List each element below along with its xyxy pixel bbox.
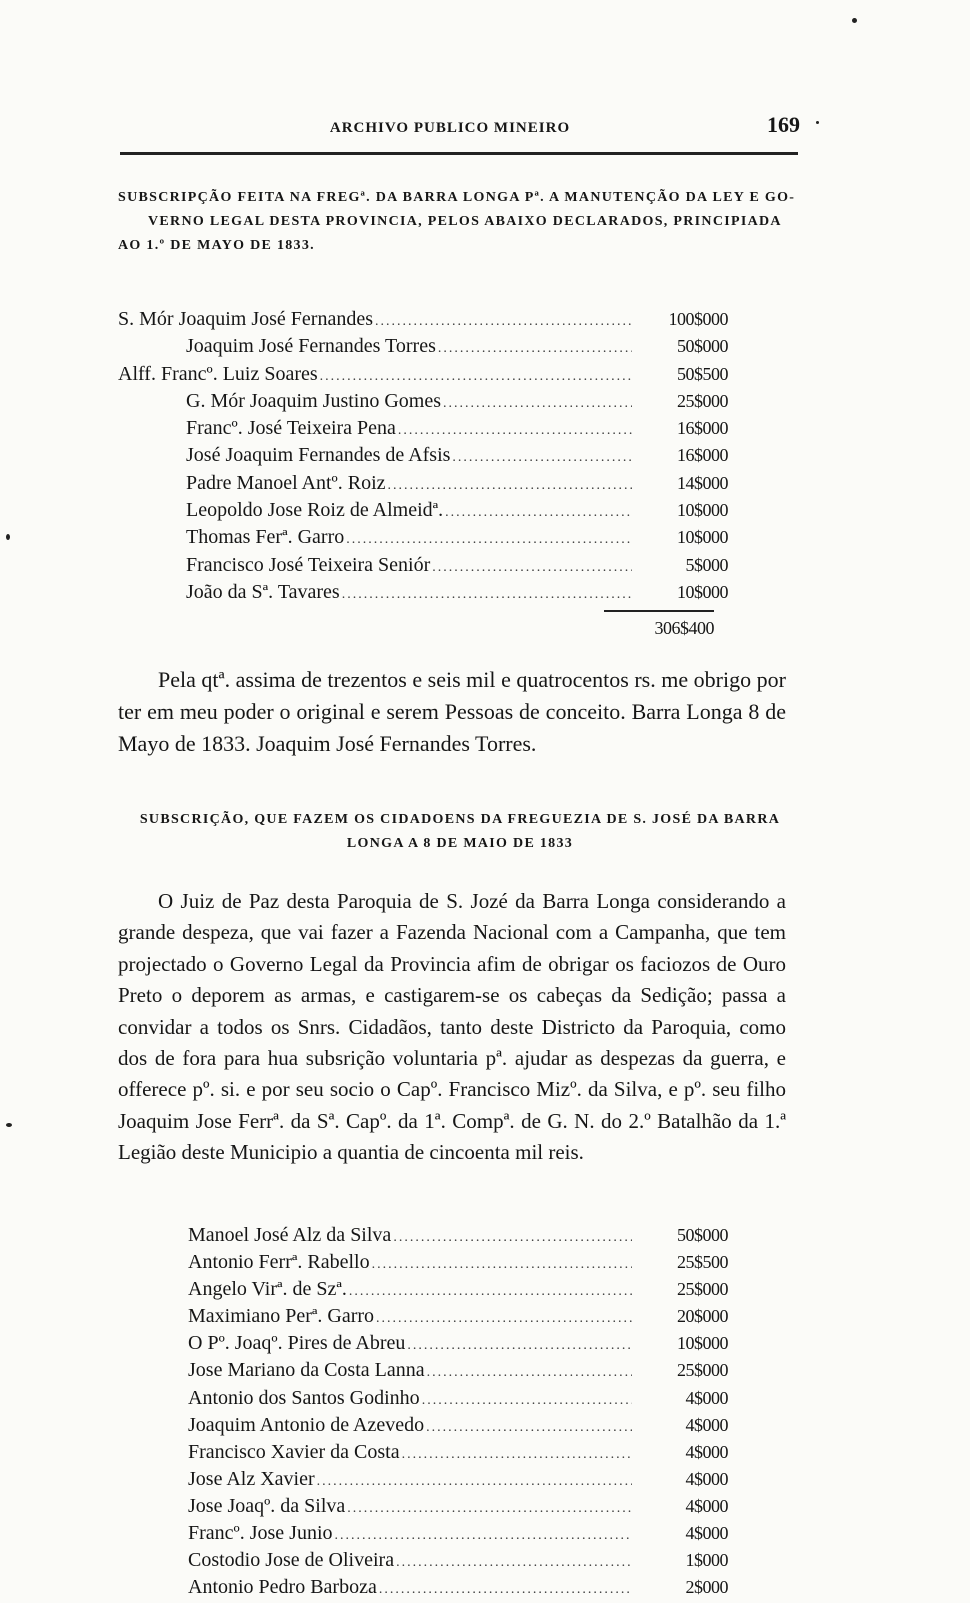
subscriber-name: Francisco Xavier da Costa [188, 1440, 400, 1463]
subscriber-name: Manoel José Alz da Silva [188, 1224, 392, 1246]
leader-dots [426, 1414, 632, 1441]
subscription-amount: 4$000 [685, 1468, 728, 1489]
subscription-amount: 4$000 [685, 1414, 728, 1435]
subscriber-name: Antonio dos Santos Godinho [188, 1386, 420, 1409]
leader-dots [376, 1305, 632, 1332]
subscriber-name: S. Mór Joaquim José Fernandes [118, 308, 373, 330]
subscriber-name: Alff. Francº. Luiz Soares [118, 362, 318, 385]
subscription-total: 306$400 [654, 618, 714, 638]
subscription-amount: 10$000 [677, 527, 728, 548]
subscription-amount: 4$000 [685, 1441, 728, 1462]
subscriber-name: Antonio Pedro Barboza [188, 1576, 377, 1599]
subscription-entry [118, 524, 728, 551]
scan-speck [6, 534, 10, 540]
subscription-amount: 16$000 [677, 445, 728, 466]
subscription-amount: 50$000 [677, 1225, 728, 1245]
subscription-entry [118, 1574, 728, 1601]
section-1-heading-line-3: AO 1.º DE MAYO DE 1833. [118, 238, 315, 253]
subscription-entry [118, 1520, 728, 1547]
subscription-entry [118, 1439, 728, 1466]
subscriber-name: Costodio Jose de Oliveira [188, 1549, 395, 1572]
subscription-entry [118, 1385, 728, 1412]
section-2-paragraph: O Juiz de Paz desta Paroquia de S. Jozé da Barra Longa considerando a grande despeza, que vai fazer a Fazenda Nacional com a Campanha, que tem projectado o Governo Legal da Provincia afim de obrigar os faciozos de Ouro Preto o deporem as armas, e castigarem-se os cabeças da Sedição; passa a convidar a todos os Snrs. Cidadãos, tanto deste Districto da Paroquia, como dos de fora para hua subsrição voluntaria pª. ajudar as despezas da guerra, e offerece pº. si. e por seu socio o Capº. Francisco Mizº. da Silva, e pº. seu filho Joaquim Jose Ferrª. da Sª. Capº. da 1ª. Compª. de G. N. do 2.º Batalhão da 1.ª Legião deste Municipio a quantia de cincoenta mil reis. [118, 889, 786, 1165]
section-2-heading-line-1: SUBSCRIÇÃO, QUE FAZEM OS CIDADOENS DA FREGUEZIA DE S. JOSÉ DA BARRA [139, 812, 781, 827]
leader-dots [432, 554, 632, 581]
subscription-entry [118, 361, 728, 388]
subscription-entry [118, 470, 728, 497]
subscriber-name: Joaquim José Fernandes Torres [186, 335, 436, 358]
subscription-amount: 10$000 [677, 581, 728, 602]
section-1-heading [118, 186, 802, 258]
leader-dots [379, 1576, 632, 1603]
subscription-amount: 5$000 [685, 554, 728, 575]
subscription-amount: 25$000 [677, 390, 728, 411]
header-rule [120, 152, 798, 155]
subscription-entry [118, 1330, 728, 1357]
subscription-amount: 1$000 [685, 1550, 728, 1571]
leader-dots [347, 1495, 632, 1522]
page-header [120, 112, 800, 142]
leader-dots [398, 417, 632, 444]
subscription-amount: 4$000 [685, 1387, 728, 1408]
subscriber-name: O Pº. Joaqº. Pires de Abreu [188, 1332, 406, 1355]
subscriber-name: Francº. Jose Junio [188, 1522, 333, 1545]
subscription-amount: 20$000 [677, 1306, 728, 1327]
scan-speck [852, 18, 857, 23]
subscriber-name: G. Mór Joaquim Justino Gomes [186, 389, 441, 412]
subscription-amount: 4$000 [685, 1495, 728, 1516]
leader-dots [388, 472, 632, 499]
section-1-subscription-list [118, 306, 728, 606]
subscriber-name: Jose Mariano da Costa Lanna [188, 1359, 425, 1382]
subscription-amount: 50$500 [677, 363, 728, 384]
subscription-amount: 2$000 [685, 1577, 728, 1598]
subscriber-name: Joaquim Antonio de Azevedo [188, 1413, 425, 1436]
subscription-amount: 25$000 [677, 1279, 728, 1300]
leader-dots [407, 1332, 632, 1359]
leader-dots [317, 1468, 632, 1495]
subscriber-name: Angelo Virª. de Szª. [188, 1278, 347, 1301]
page-number: 169 [767, 112, 800, 137]
subscription-entry [118, 1493, 728, 1520]
subscription-entry [118, 388, 728, 415]
subscriber-name: José Joaquim Fernandes de Afsis [186, 444, 451, 467]
leader-dots [427, 1359, 632, 1386]
subscriber-name: Maximiano Perª. Garro [188, 1305, 375, 1328]
leader-dots [422, 1387, 632, 1414]
subscription-amount: 4$000 [685, 1523, 728, 1544]
subscriber-name: Francisco José Teixeira Seniór [186, 553, 431, 576]
section-1-heading-line-2: VERNO LEGAL DESTA PROVINCIA, PELOS ABAIXO DECLARADOS, PRINCIPIADA [148, 214, 782, 229]
section-2-subscription-list [118, 1222, 728, 1601]
leader-dots [396, 1549, 632, 1576]
subscriber-name: Francº. José Teixeira Pena [186, 417, 396, 440]
subscription-entry [118, 1303, 728, 1330]
leader-dots [346, 526, 632, 553]
scan-speck [6, 1123, 12, 1127]
leader-dots [393, 1224, 632, 1251]
subscription-entry [118, 415, 728, 442]
subscription-amount: 14$000 [677, 472, 728, 493]
section-1-declaration: Pela qtª. assima de trezentos e seis mil e quatrocentos rs. me obrigo por ter em meu poder o original e serem Pessoas de conceito. Barra Longa 8 de Mayo de 1833. Joaquim José Fernandes Torres. [118, 667, 786, 756]
subscription-amount: 25$000 [677, 1360, 728, 1381]
subscriber-name: Antonio Ferrª. Rabello [188, 1251, 370, 1274]
subscription-entry [118, 1547, 728, 1574]
running-title: ARCHIVO PUBLICO MINEIRO [329, 120, 571, 136]
leader-dots [320, 363, 632, 390]
leader-dots [375, 308, 632, 335]
subscriber-name: Leopoldo Jose Roiz de Almeidª. [186, 499, 444, 522]
subscription-amount: 25$500 [677, 1252, 728, 1273]
leader-dots [372, 1251, 632, 1278]
leader-dots [335, 1522, 632, 1549]
subscriber-name: Jose Alz Xavier [188, 1467, 315, 1490]
leader-dots [443, 390, 632, 417]
subscription-entry [118, 552, 728, 579]
subscription-amount: 16$000 [677, 418, 728, 439]
subscription-entry [118, 1222, 728, 1249]
subscription-entry [118, 442, 728, 469]
leader-dots [445, 499, 632, 526]
subscription-entry [118, 1249, 728, 1276]
leader-dots [438, 335, 632, 362]
subscription-amount: 10$000 [677, 500, 728, 521]
subscription-entry [118, 1412, 728, 1439]
leader-dots [402, 1441, 632, 1468]
scan-speck [816, 121, 819, 124]
subscription-entry [118, 1466, 728, 1493]
leader-dots [342, 581, 632, 608]
subscription-entry [118, 306, 728, 333]
subscription-amount: 50$000 [677, 336, 728, 357]
section-1-heading-line-1: SUBSCRIPÇÃO FEITA NA FREGª. DA BARRA LONGA Pª. A MANUTENÇÃO DA LEY E GO- [118, 190, 796, 205]
subscriber-name: Padre Manoel Antº. Roiz [186, 471, 386, 494]
section-2-heading [118, 808, 802, 856]
subscriber-name: Jose Joaqº. da Silva [188, 1494, 346, 1517]
subscription-entry [118, 333, 728, 360]
subscription-amount: 100$000 [668, 309, 728, 329]
section-2-heading-line-2: LONGA A 8 DE MAIO DE 1833 [346, 836, 574, 851]
leader-dots [349, 1278, 632, 1305]
subscription-entry [118, 579, 728, 606]
subscription-entry [118, 1276, 728, 1303]
leader-dots [452, 444, 632, 471]
sum-rule [604, 610, 714, 612]
subscription-amount: 10$000 [677, 1333, 728, 1354]
subscriber-name: João da Sª. Tavares [186, 580, 340, 603]
subscription-entry [118, 497, 728, 524]
subscriber-name: Thomas Ferª. Garro [186, 526, 345, 549]
subscription-entry [118, 1357, 728, 1384]
